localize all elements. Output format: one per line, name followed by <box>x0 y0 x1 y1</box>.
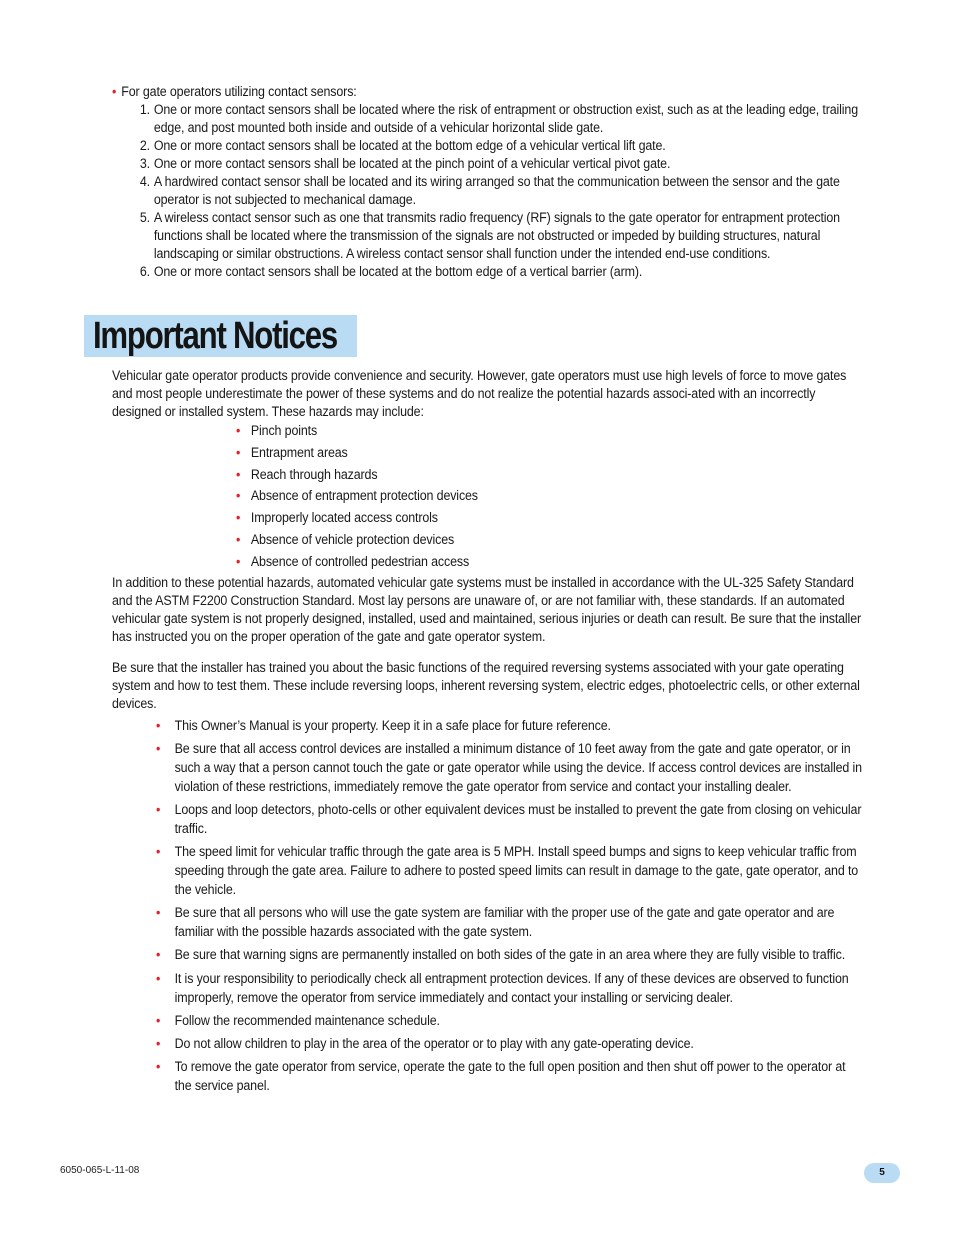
list-item-text: One or more contact sensors shall be located where the risk of entrapment or obstruction exist, such as at the leading edge, trailing edge, and post mounted both inside and outside of a vehicular horizontal slide gate. <box>153 102 858 135</box>
list-number: 1. <box>139 102 151 117</box>
list-item-text: A hardwired contact sensor shall be located and its wiring arranged so that the communication between the sensor and the gate operator is not subjected to mechanical damage. <box>153 174 840 207</box>
hazard-item <box>236 531 701 553</box>
list-number: 3. <box>139 156 151 171</box>
bullet-icon: • <box>236 423 241 438</box>
hazard-item <box>236 466 701 488</box>
contact-sensors-section <box>112 83 875 281</box>
document-code: 6050-065-L-11-08 <box>60 1165 140 1176</box>
list-number: 4. <box>139 174 151 189</box>
list-item-text: One or more contact sensors shall be located at the bottom edge of a vehicular vertical lift gate. <box>153 138 666 153</box>
bullet-icon: • <box>156 741 161 757</box>
notice-text: It is your responsibility to periodically check all entrapment protection devices. If any of these devices are observed to function improperly, remove the operator from service immediately and contact your installing or servicing dealer. <box>174 970 849 1005</box>
notices-list <box>156 716 865 1099</box>
notice-text: Be sure that all persons who will use the gate system are familiar with the proper use of the gate and gate operator and are familiar with the possible hazards associated with the gate system. <box>174 905 835 940</box>
contact-sensors-lead <box>112 83 875 101</box>
bullet-icon: • <box>156 947 161 963</box>
hazard-item <box>236 509 701 531</box>
sensor-list-item <box>112 263 875 281</box>
notice-item <box>156 969 865 1007</box>
intro-paragraph: Vehicular gate operator products provide convenience and security. However, gate operators must use high levels of force to move gates and most people underestimate the power of these systems and do not realize the potential hazards associ-ated with an incorrectly designed or installed system. These hazards may include: <box>112 368 847 419</box>
bullet-icon: • <box>236 444 241 460</box>
list-item-text: A wireless contact sensor such as one that transmits radio frequency (RF) signals to the gate operator for entrapment protection functions shall be located where the transmission of the signals are not obstructed or impeded by building structures, natural landscaping or similar obstructions. A wireless contact sensor shall function under the intended end-use conditions. <box>153 210 840 261</box>
hazard-text: Absence of entrapment protection devices <box>250 488 478 504</box>
page-number-badge: 5 <box>864 1163 900 1183</box>
notice-item <box>156 739 865 796</box>
hazard-text: Improperly located access controls <box>250 510 438 526</box>
notice-text: Be sure that warning signs are permanently installed on both sides of the gate in an area where they are fully visible to traffic. <box>174 947 846 963</box>
bullet-icon: • <box>156 1035 161 1051</box>
hazard-item <box>236 487 701 509</box>
notice-text: Be sure that all access control devices are installed a minimum distance of 10 feet away from the gate and gate operator, or in such a way that a person cannot touch the gate or gate operator while using the device. If access control devices are installed in violation of these restrictions, immediately remove the gate operator from service and contact your installing dealer. <box>174 741 862 795</box>
bullet-icon: • <box>156 905 161 921</box>
notice-item <box>156 903 865 941</box>
bullet-icon: • <box>156 970 161 986</box>
list-number: 6. <box>139 264 151 279</box>
notice-text: To remove the gate operator from service, operate the gate to the full open position and then shut off power to the operator at the service panel. <box>174 1058 846 1093</box>
list-item-text: One or more contact sensors shall be located at the pinch point of a vehicular vertical pivot gate. <box>153 156 671 171</box>
contact-sensors-lead-text: For gate operators utilizing contact sensors: <box>121 84 357 99</box>
bullet-icon: • <box>156 1012 161 1028</box>
hazard-item <box>236 444 701 466</box>
bullet-icon: • <box>236 510 241 526</box>
notice-item <box>156 842 865 899</box>
notice-item <box>156 945 865 964</box>
bullet-icon: • <box>156 802 161 818</box>
hazard-item <box>236 553 701 575</box>
notice-item <box>156 1057 865 1095</box>
bullet-icon: • <box>236 531 241 547</box>
list-item-text: One or more contact sensors shall be located at the bottom edge of a vertical barrier (arm). <box>153 264 643 279</box>
notice-item <box>156 800 865 838</box>
notice-item <box>156 1011 865 1030</box>
hazard-text: Absence of vehicle protection devices <box>250 531 455 547</box>
notice-text: Follow the recommended maintenance schedule. <box>174 1012 440 1028</box>
page-title: Important Notices <box>93 315 337 357</box>
sensor-list-item <box>112 173 875 209</box>
notice-text: This Owner’s Manual is your property. Keep it in a safe place for future reference. <box>174 718 611 733</box>
sensor-list-item <box>112 155 875 173</box>
list-number: 2. <box>139 138 151 153</box>
notice-text: Loops and loop detectors, photo-cells or other equivalent devices must be installed to prevent the gate from closing on vehicular traffic. <box>174 802 862 837</box>
sensor-list-item <box>112 209 875 263</box>
bullet-icon: • <box>112 84 117 99</box>
training-paragraph: Be sure that the installer has trained you about the basic functions of the required reversing systems associated with your gate operating system and how to test them. These include reversing loops, inherent reversing system, electric edges, photoelectric cells, or other external devices. <box>112 660 860 711</box>
bullet-icon: • <box>236 553 241 569</box>
hazard-text: Reach through hazards <box>250 466 378 482</box>
standards-paragraph: In addition to these potential hazards, automated vehicular gate systems must be installed in accordance with the UL-325 Safety Standard and the ASTM F2200 Construction Standard. Most lay persons are unaware of, or are not familiar with, these standards. If an automated vehicular gate system is not properly designed, installed, used and maintained, serious injuries or death can result. Be sure that the installer has instructed you on the proper operation of the gate and gate operator system. <box>112 575 861 644</box>
bullet-icon: • <box>156 844 161 860</box>
hazards-list <box>236 422 701 575</box>
hazard-text: Entrapment areas <box>250 444 348 460</box>
notice-text: Do not allow children to play in the area of the operator or to play with any gate-operating device. <box>174 1035 694 1051</box>
bullet-icon: • <box>236 466 241 482</box>
bullet-icon: • <box>156 1058 161 1074</box>
list-number: 5. <box>139 210 151 225</box>
hazard-text: Absence of controlled pedestrian access <box>250 553 470 569</box>
notice-item <box>156 716 865 735</box>
contact-sensors-list <box>112 101 875 281</box>
notice-text: The speed limit for vehicular traffic through the gate area is 5 MPH. Install speed bumps and signs to keep vehicular traffic from speeding through the gate area. Failure to adhere to posted speed limits can result in damage to the gate, gate operator, and to the vehicle. <box>174 844 859 898</box>
bullet-icon: • <box>236 488 241 504</box>
hazard-item <box>236 422 701 444</box>
hazard-text: Pinch points <box>250 423 318 438</box>
bullet-icon: • <box>156 718 161 733</box>
notice-item <box>156 1034 865 1053</box>
sensor-list-item <box>112 137 875 155</box>
sensor-list-item <box>112 101 875 137</box>
